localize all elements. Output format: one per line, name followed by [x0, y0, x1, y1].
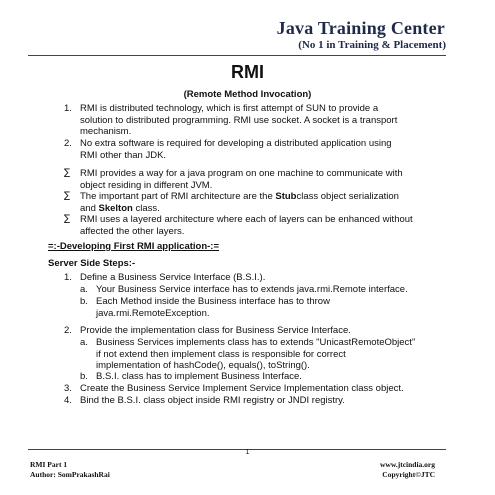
substep-text: Your Business Service interface has to extends java.rmi.Remote interface. — [96, 284, 408, 295]
page-subtitle: (Remote Method Invocation) — [183, 89, 312, 100]
step-number: 2. — [64, 325, 72, 336]
bullet-item-text — [80, 168, 403, 191]
step-text: Create the Business Service Implement Service Implementation class object. — [80, 383, 404, 394]
text-line: Business Services implements class has to extends "UnicastRemoteObject" — [96, 337, 416, 348]
substep-text — [96, 337, 415, 372]
section-heading: =:-Developing First RMI application-:= — [48, 241, 220, 252]
server-steps-heading: Server Side Steps:- — [48, 258, 136, 269]
header-title: Java Training Center — [276, 18, 445, 38]
sigma-bullet-icon: ∑ — [64, 168, 71, 178]
sigma-bullet-icon: ∑ — [64, 191, 71, 201]
substep-text — [96, 296, 330, 319]
text-line: RMI provides a way for a java program on one machine to communicate with — [80, 168, 403, 179]
text-line: mechanism. — [80, 126, 132, 137]
text-line: solution to distributed programming. RMI use socket. A socket is a transport — [80, 114, 398, 126]
bold-term: Skelton — [98, 202, 133, 214]
text-line: java.rmi.RemoteException. — [96, 307, 210, 319]
text-run: and — [80, 202, 99, 214]
intro-item-number: 2. — [64, 138, 72, 149]
header-subtitle: (No 1 in Training & Placement) — [298, 39, 446, 51]
bullet-item-text — [80, 191, 399, 214]
text-line: RMI other than JDK. — [80, 149, 167, 161]
text-line: implementation of hashCode(), equals(), toString(). — [96, 360, 310, 371]
text-line: if not extend then implement class is responsible for correct — [96, 348, 346, 360]
page-number: 1 — [245, 449, 250, 456]
substep-letter: b. — [80, 296, 88, 307]
text-line — [80, 203, 399, 215]
substep-letter: a. — [80, 337, 88, 348]
intro-item-number: 1. — [64, 103, 72, 114]
step-text: Provide the implementation class for Business Service Interface. — [80, 325, 351, 336]
text-line: No extra software is required for developing a distributed application using — [80, 138, 392, 149]
text-run: class. — [132, 202, 160, 214]
footer-copyright: Copyright©JTC — [382, 470, 435, 479]
step-text: Define a Business Service Interface (B.S.I.). — [80, 272, 266, 283]
sigma-bullet-icon: ∑ — [64, 214, 71, 224]
text-run: class object serialization — [296, 191, 399, 202]
intro-item-text — [80, 138, 392, 161]
page-title: RMI — [231, 62, 264, 82]
substep-letter: a. — [80, 284, 88, 295]
step-number: 4. — [64, 395, 72, 406]
step-text: Bind the B.S.I. class object inside RMI registry or JNDI registry. — [80, 395, 345, 406]
intro-item-text — [80, 103, 397, 138]
text-run: The important part of RMI architecture are the — [80, 191, 276, 202]
text-line: RMI uses a layered architecture where each of layers can be enhanced without — [80, 214, 413, 225]
step-number: 3. — [64, 383, 72, 394]
footer-website: www.jtcindia.org — [380, 460, 435, 469]
substep-letter: b. — [80, 371, 88, 382]
text-line — [80, 191, 399, 203]
footer-doc-name: RMI Part 1 — [30, 460, 68, 469]
substep-text: B.S.I. class has to implement Business Interface. — [96, 371, 302, 382]
footer-author: Author: SomPrakashRai — [30, 470, 110, 479]
bold-term: Stub — [275, 191, 297, 202]
step-number: 1. — [64, 272, 72, 283]
text-line: RMI is distributed technology, which is first attempt of SUN to provide a — [80, 103, 379, 114]
bullet-item-text — [80, 214, 413, 237]
text-line: object residing in different JVM. — [80, 179, 213, 191]
header-divider — [28, 55, 446, 56]
text-line: affected the other layers. — [80, 225, 185, 237]
text-line: Each Method inside the Business interface has to throw — [96, 296, 330, 307]
